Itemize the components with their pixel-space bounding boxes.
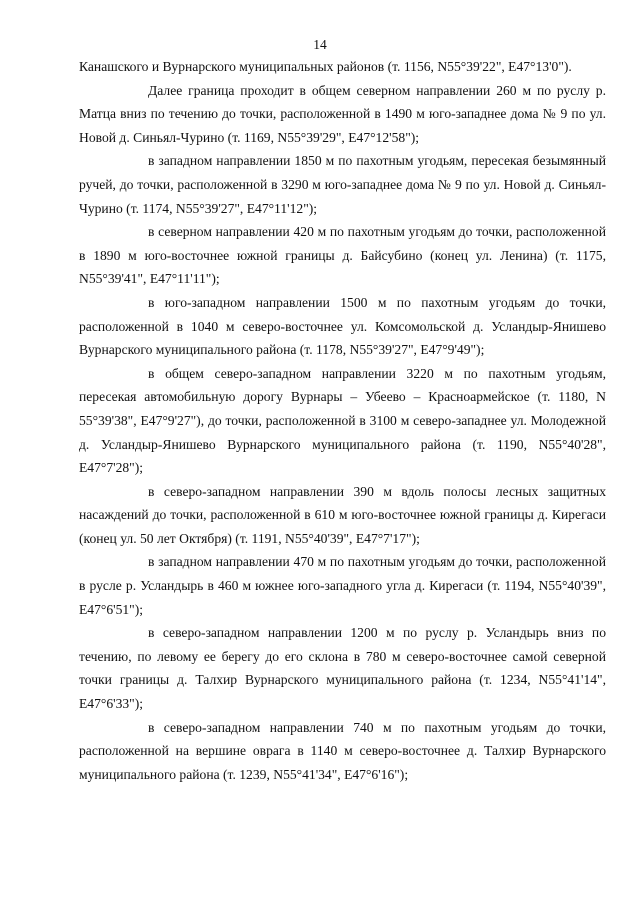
paragraph: в западном направлении 470 м по пахотным угодьям до точки, расположенной в русле р. Усландырь в 460 м южнее юго-западного угла д. Кирегаси (т. 1194, N55°40'39", E47°6'51");: [79, 554, 606, 617]
paragraph-continuation: Канашского и Вурнарского муниципальных районов (т. 1156, N55°39'22", E47°13'0").: [79, 59, 572, 74]
paragraph: в северном направлении 420 м по пахотным угодьям до точки, расположенной в 1890 м юго-восточнее южной границы д. Байсубино (конец ул. Ленина) (т. 1175, N55°39'41", E47°11'11");: [79, 224, 606, 287]
page-number: 14: [313, 37, 327, 52]
paragraph: в общем северо-западном направлении 3220 м по пахотным угодьям, пересекая автомобильную дорогу Вурнары – Убеево – Красноармейское (т. 1180, N 55°39'38", E47°9'27"), до точки, расположенной в 3100 м северо-западнее ул. Молодежной д. Усландыр-Янишево Вурнарского муниципального района (т. 1190, N55°40'28", E47°7'28");: [79, 365, 606, 476]
paragraph: Далее граница проходит в общем северном направлении 260 м по руслу р. Матца вниз по течению до точки, расположенной в 1490 м юго-западнее дома № 9 по ул. Новой д. Синьял-Чурино (т. 1169, N55°39'29", E47°12'58");: [79, 82, 606, 145]
paragraph: в западном направлении 1850 м по пахотным угодьям, пересекая безымянный ручей, до точки, расположенной в 3290 м юго-западнее дома № 9 по ул. Новой д. Синьял-Чурино (т. 1174, N55°39'27", E47°11'12");: [79, 153, 606, 216]
paragraph: в северо-западном направлении 740 м по пахотным угодьям до точки, расположенной на вершине оврага в 1140 м северо-восточнее д. Талхир Вурнарского муниципального района (т. 1239, N55°41'34", E47°6'16");: [79, 719, 606, 782]
paragraph: в северо-западном направлении 1200 м по руслу р. Усландырь вниз по течению, по левому ее берегу до его склона в 780 м северо-восточнее самой северной точки границы д. Талхир Вурнарского муниципального района (т. 1234, N55°41'14", E47°6'33");: [79, 625, 606, 712]
paragraph: в юго-западном направлении 1500 м по пахотным угодьям до точки, расположенной в 1040 м северо-восточнее ул. Комсомольской д. Усландыр-Янишево Вурнарского муниципального района (т. 1178, N55°39'27", E47°9'49");: [79, 294, 606, 358]
document-body: [79, 55, 606, 786]
paragraph: в северо-западном направлении 390 м вдоль полосы лесных защитных насаждений до точки, расположенной в 610 м юго-восточнее южной границы д. Кирегаси (конец ул. 50 лет Октября) (т. 1191, N55°40'39", E47°7'17");: [79, 483, 606, 546]
